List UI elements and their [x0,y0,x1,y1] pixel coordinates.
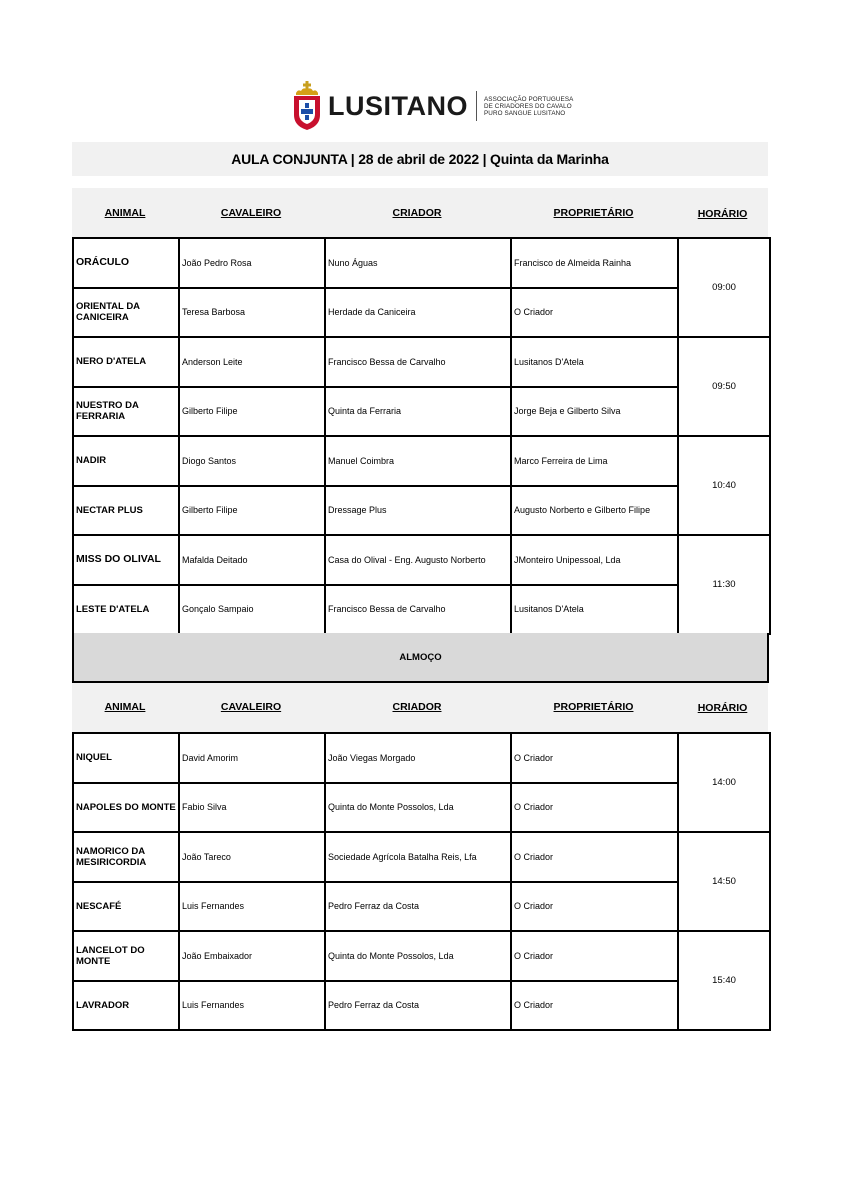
table-row [73,288,770,338]
owner-cell: O Criador [511,931,678,981]
rider-cell: Teresa Barbosa [179,288,325,338]
owner-cell: O Criador [511,882,678,932]
header-time: HORÁRIO [697,702,748,714]
animal-cell: ORIENTAL DA CANICEIRA [73,288,179,338]
owner-cell: JMonteiro Unipessoal, Lda [511,535,678,585]
rider-cell: João Tareco [179,832,325,882]
animal-cell: NADIR [73,436,179,486]
header-rider: CAVALEIRO [220,701,282,713]
animal-cell: NUESTRO DA FERRARIA [73,387,179,437]
breeder-cell: Nuno Águas [325,238,511,288]
table-row [73,535,770,585]
time-cell: 14:00 [678,733,770,832]
breeder-cell: Casa do Olival - Eng. Augusto Norberto [325,535,511,585]
rider-cell: Luis Fernandes [179,981,325,1031]
table-row [73,931,770,981]
breeder-cell: Francisco Bessa de Carvalho [325,585,511,635]
rider-cell: Fabio Silva [179,783,325,833]
owner-cell: Lusitanos D'Atela [511,337,678,387]
breeder-cell: Pedro Ferraz da Costa [325,981,511,1031]
animal-cell: LAVRADOR [73,981,179,1031]
owner-cell: O Criador [511,288,678,338]
time-cell: 10:40 [678,436,770,535]
rider-cell: João Embaixador [179,931,325,981]
header-owner: PROPRIETÁRIO [553,207,634,219]
rider-cell: Luis Fernandes [179,882,325,932]
rider-cell: Gonçalo Sampaio [179,585,325,635]
afternoon-table-body [73,733,770,1030]
owner-cell: Francisco de Almeida Rainha [511,238,678,288]
owner-cell: Jorge Beja e Gilberto Silva [511,387,678,437]
owner-cell: Marco Ferreira de Lima [511,436,678,486]
breeder-cell: Francisco Bessa de Carvalho [325,337,511,387]
afternoon-schedule-table [72,732,771,1031]
morning-schedule-table [72,237,771,635]
breeder-cell: Quinta do Monte Possolos, Lda [325,931,511,981]
animal-cell: LANCELOT DO MONTE [73,931,179,981]
logo-tagline [484,96,573,117]
owner-cell: O Criador [511,783,678,833]
page-title: AULA CONJUNTA | 28 de abril de 2022 | Quinta da Marinha [231,151,609,167]
crest-icon [292,81,322,131]
breeder-cell: João Viegas Morgado [325,733,511,783]
table-row [73,783,770,833]
animal-cell: LESTE D'ATELA [73,585,179,635]
table-row [73,238,770,288]
time-cell: 09:00 [678,238,770,337]
afternoon-header [72,683,768,732]
table-row [73,585,770,635]
table-row [73,486,770,536]
time-cell: 14:50 [678,832,770,931]
animal-cell: NESCAFÉ [73,882,179,932]
header-rider: CAVALEIRO [220,207,282,219]
header-owner: PROPRIETÁRIO [553,701,634,713]
table-row [73,337,770,387]
rider-cell: Gilberto Filipe [179,486,325,536]
lunch-label: ALMOÇO [399,651,442,663]
table-row [73,436,770,486]
animal-cell: NERO D'ATELA [73,337,179,387]
table-row [73,733,770,783]
breeder-cell: Quinta da Ferraria [325,387,511,437]
rider-cell: Anderson Leite [179,337,325,387]
time-cell: 15:40 [678,931,770,1030]
owner-cell: O Criador [511,832,678,882]
breeder-cell: Dressage Plus [325,486,511,536]
rider-cell: João Pedro Rosa [179,238,325,288]
logo-divider [476,91,477,121]
breeder-cell: Pedro Ferraz da Costa [325,882,511,932]
breeder-cell: Herdade da Caniceira [325,288,511,338]
header-breeder: CRIADOR [392,207,442,219]
header-time: HORÁRIO [697,208,748,220]
morning-header [72,188,768,237]
tagline-line: ASSOCIAÇÃO PORTUGUESA [484,95,574,103]
animal-cell: NECTAR PLUS [73,486,179,536]
header-animal: ANIMAL [104,207,146,219]
table-row [73,882,770,932]
morning-table-body [73,238,770,634]
rider-cell: David Amorim [179,733,325,783]
animal-cell: NAMORICO DA MESIRICORDIA [73,832,179,882]
table-row [73,981,770,1031]
breeder-cell: Manuel Coimbra [325,436,511,486]
lusitano-logo [292,80,573,132]
rider-cell: Mafalda Deitado [179,535,325,585]
time-cell: 09:50 [678,337,770,436]
time-cell: 11:30 [678,535,770,634]
animal-cell: ORÁCULO [73,238,179,288]
animal-cell: NAPOLES DO MONTE [73,783,179,833]
header-breeder: CRIADOR [392,701,442,713]
tagline-line: DE CRIADORES DO CAVALO [484,102,572,110]
animal-cell: NIQUEL [73,733,179,783]
owner-cell: Lusitanos D'Atela [511,585,678,635]
title-bar [72,142,768,176]
owner-cell: O Criador [511,981,678,1031]
rider-cell: Gilberto Filipe [179,387,325,437]
owner-cell: Augusto Norberto e Gilberto Filipe [511,486,678,536]
table-row [73,832,770,882]
animal-cell: MISS DO OLIVAL [73,535,179,585]
rider-cell: Diogo Santos [179,436,325,486]
table-row [73,387,770,437]
owner-cell: O Criador [511,733,678,783]
lunch-break [72,633,769,683]
logo-brand: LUSITANO [328,90,468,121]
breeder-cell: Sociedade Agrícola Batalha Reis, Lfa [325,832,511,882]
header-animal: ANIMAL [104,701,146,713]
breeder-cell: Quinta do Monte Possolos, Lda [325,783,511,833]
tagline-line: PURO SANGUE LUSITANO [484,109,566,117]
